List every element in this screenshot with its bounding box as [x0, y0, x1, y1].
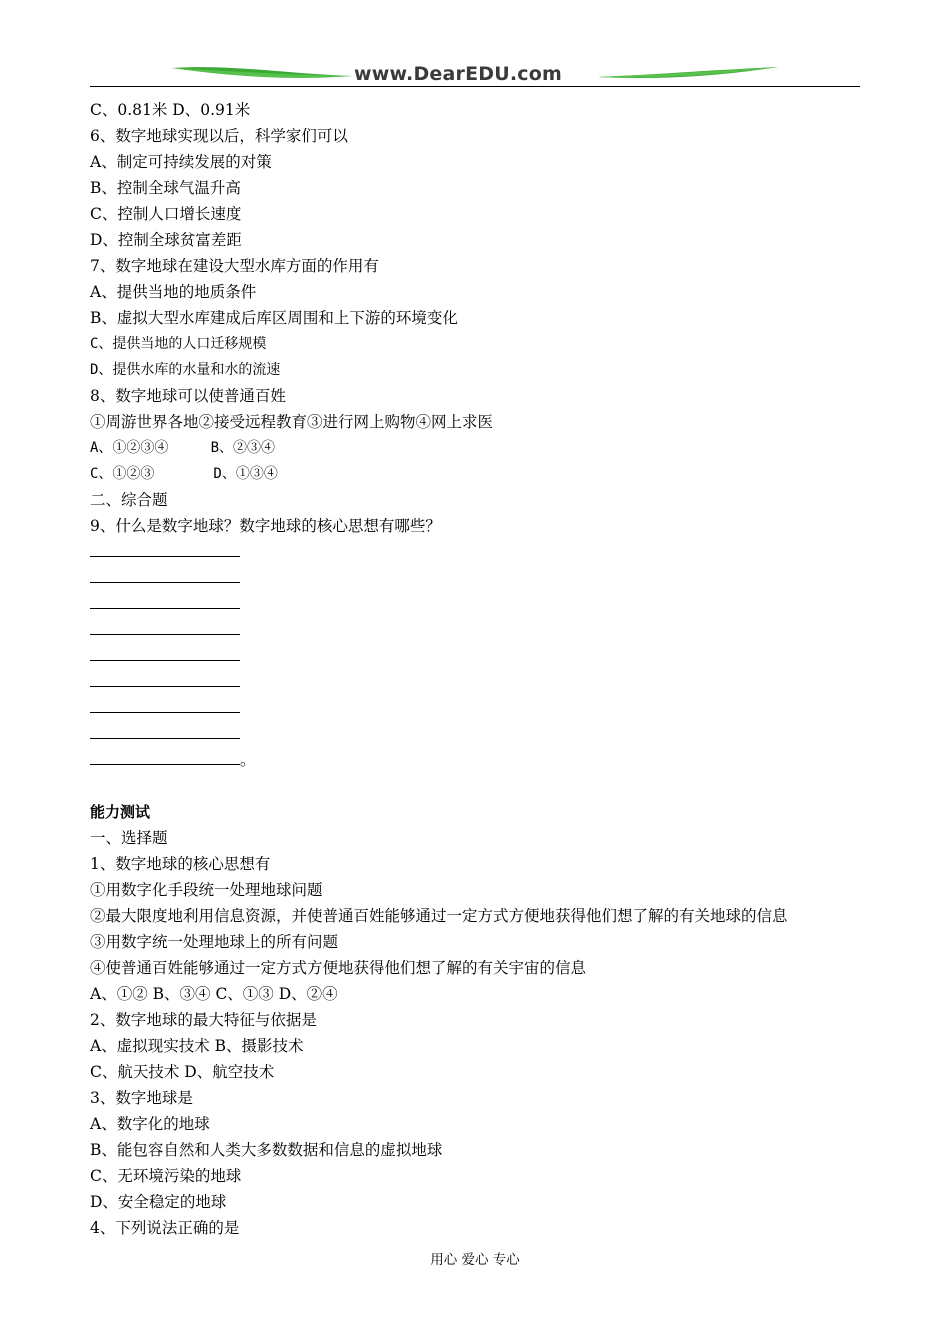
section-heading: 能力测试 — [90, 803, 151, 821]
option-line: A、数字化的地球 — [90, 1115, 210, 1133]
option-line: B、控制全球气温升高 — [90, 179, 241, 197]
option-line: C、提供当地的人口迁移规模 — [90, 336, 267, 352]
question-9: 9、什么是数字地球？数字地球的核心思想有哪些？ — [90, 517, 441, 535]
blank-end-mark: 。 — [240, 751, 256, 769]
page-header — [90, 62, 860, 90]
option-line: D、提供水库的水量和水的流速 — [90, 362, 281, 378]
option-line: D、控制全球贫富差距 — [90, 231, 242, 249]
question-3: 3、数字地球是 — [90, 1089, 193, 1107]
answer-blank[interactable] — [90, 721, 870, 747]
answer-blank[interactable] — [90, 591, 870, 617]
header-rule — [90, 86, 860, 87]
answer-blank[interactable] — [90, 695, 870, 721]
option-line: B、能包容自然和人类大多数数据和信息的虚拟地球 — [90, 1141, 443, 1159]
question-1: 1、数字地球的核心思想有 — [90, 855, 271, 873]
text-line: C、0.81米 D、0.91米 — [90, 101, 251, 119]
option-line: A、①②③④ B、②③④ — [90, 440, 276, 456]
question-7: 7、数字地球在建设大型水库方面的作用有 — [90, 257, 379, 275]
answer-blank[interactable] — [90, 617, 870, 643]
question-8: 8、数字地球可以使普通百姓 — [90, 387, 286, 405]
option-line: ④使普通百姓能够通过一定方式方便地获得他们想了解的有关宇宙的信息 — [90, 959, 587, 977]
spacer — [90, 773, 870, 799]
option-line: A、虚拟现实技术 B、摄影技术 — [90, 1037, 304, 1055]
section-title: 二、综合题 — [90, 491, 168, 509]
option-line: ①用数字化手段统一处理地球问题 — [90, 881, 323, 899]
question-8-items: ①周游世界各地②接受远程教育③进行网上购物④网上求医 — [90, 413, 494, 431]
option-line: C、控制人口增长速度 — [90, 205, 242, 223]
answer-blank[interactable] — [90, 747, 870, 773]
answer-blank[interactable] — [90, 565, 870, 591]
option-line: C、①②③ D、①③④ — [90, 466, 278, 482]
option-line: ③用数字统一处理地球上的所有问题 — [90, 933, 339, 951]
option-line: A、①② B、③④ C、①③ D、②④ — [90, 985, 338, 1003]
question-2: 2、数字地球的最大特征与依据是 — [90, 1011, 317, 1029]
question-6: 6、数字地球实现以后，科学家们可以 — [90, 127, 348, 145]
option-line: C、无环境污染的地球 — [90, 1167, 242, 1185]
section-title: 一、选择题 — [90, 829, 168, 847]
option-line: A、制定可持续发展的对策 — [90, 153, 272, 171]
option-line: C、航天技术 D、航空技术 — [90, 1063, 275, 1081]
document-body — [90, 97, 870, 1241]
option-line: D、安全稳定的地球 — [90, 1193, 227, 1211]
question-4: 4、下列说法正确的是 — [90, 1219, 240, 1237]
option-line: ②最大限度地利用信息资源，并使普通百姓能够通过一定方式方便地获得他们想了解的有关地球的信息 — [90, 907, 788, 925]
option-line: B、虚拟大型水库建成后库区周围和上下游的环境变化 — [90, 309, 458, 327]
answer-blank[interactable] — [90, 539, 870, 565]
answer-blank[interactable] — [90, 643, 870, 669]
answer-blank[interactable] — [90, 669, 870, 695]
option-line: A、提供当地的地质条件 — [90, 283, 257, 301]
page-footer: 用心 爱心 专心 — [430, 1252, 520, 1268]
site-logo-text[interactable]: www.DearEDU.com — [354, 63, 563, 85]
